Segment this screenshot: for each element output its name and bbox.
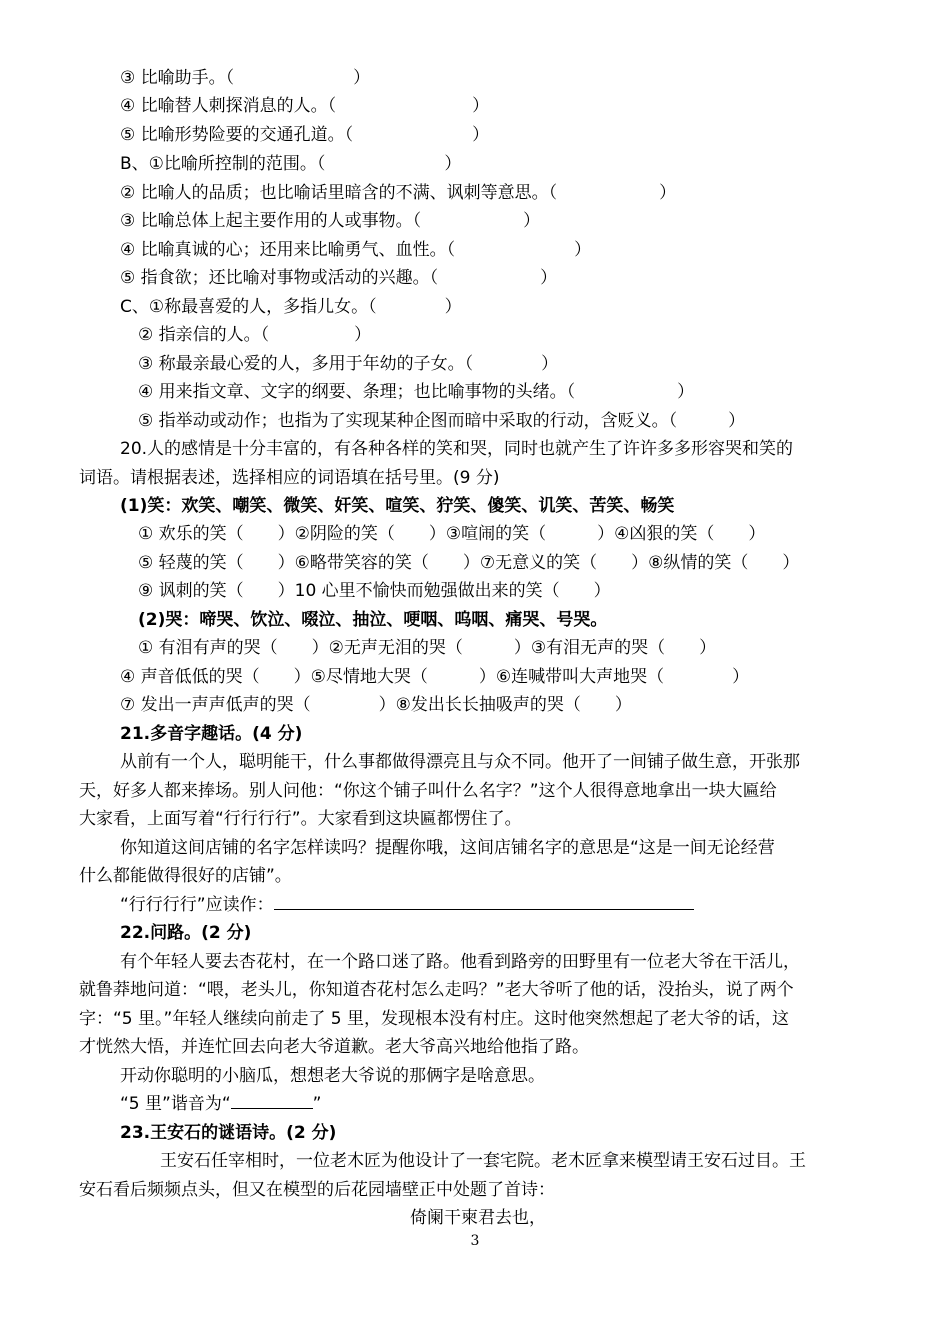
- q20-cry-header: (2)哭：啼哭、饮泣、啜泣、抽泣、哽咽、呜咽、痛哭、号哭。: [138, 610, 608, 630]
- q20-intro-line-2: 词语。请根据表述，选择相应的词语填在括号里。(9 分): [79, 468, 500, 488]
- q19b-item-2: ② 比喻人的品质；也比喻话里暗含的不满、讽刺等意思。（ ）: [120, 183, 677, 203]
- q22-answer-prefix: “5 里”谐音为“: [120, 1094, 231, 1114]
- q22-para2: 开动你聪明的小脑瓜，想想老大爷说的那俩字是啥意思。: [120, 1066, 545, 1086]
- q20-cry-row-1: ① 有泪有声的哭（ ）②无声无泪的哭（ ）③有泪无声的哭（ ）: [138, 638, 717, 658]
- q19c-item-4: ④ 用来指文章、文字的纲要、条理；也比喻事物的头绪。（ ）: [138, 382, 695, 402]
- q23-para1-line-2: 安石看后频频点头，但又在模型的后花园墙壁正中处题了首诗：: [79, 1180, 555, 1200]
- q19a-item-3: ③ 比喻助手。（ ）: [120, 68, 371, 88]
- q19b-item-5: ⑤ 指食欲；还比喻对事物或活动的兴趣。（ ）: [120, 268, 558, 288]
- q21-answer-line: [120, 891, 694, 919]
- q22-para1-line-1: 有个年轻人要去杏花村，在一个路口迷了路。他看到路旁的田野里有一位老大爷在干活儿，: [120, 952, 800, 972]
- q19b-item-1: B、①比喻所控制的范围。（ ）: [120, 154, 462, 174]
- q22-title: 22.问路。(2 分): [120, 923, 252, 943]
- q20-laugh-header: (1)笑：欢笑、嘲笑、微笑、奸笑、喧笑、狞笑、傻笑、讥笑、苦笑、畅笑: [120, 496, 675, 516]
- q19c-item-3: ③ 称最亲最心爱的人，多用于年幼的子女。（ ）: [138, 354, 559, 374]
- q22-answer-suffix: ”: [312, 1094, 322, 1114]
- q19b-item-4: ④ 比喻真诚的心；还用来比喻勇气、血性。（ ）: [120, 240, 592, 260]
- q21-answer-prompt: “行行行行”应读作：: [120, 895, 274, 915]
- q22-para1-line-3: 字：“5 里。”年轻人继续向前走了 5 里，发现根本没有村庄。这时他突然想起了老大爷的话，这: [79, 1009, 789, 1029]
- q19b-item-3: ③ 比喻总体上起主要作用的人或事物。（ ）: [120, 211, 541, 231]
- q23-title: 23.王安石的谜语诗。(2 分): [120, 1123, 337, 1143]
- q20-cry-row-2: ④ 声音低低的哭（ ）⑤尽情地大哭（ ）⑥连喊带叫大声地哭（ ）: [120, 667, 750, 687]
- q19c-item-2: ② 指亲信的人。（ ）: [138, 325, 372, 345]
- page-number: 3: [470, 1233, 480, 1249]
- q21-para2-line-2: 什么都能做得很好的店铺”。: [79, 866, 292, 886]
- q21-title: 21.多音字趣话。(4 分): [120, 724, 303, 744]
- q20-laugh-row-3: ⑨ 讽刺的笑（ ）10 心里不愉快而勉强做出来的笑（ ）: [138, 581, 611, 601]
- q22-answer-blank[interactable]: [231, 1090, 313, 1109]
- q21-para1-line-2: 天，好多人都来捧场。别人问他：“你这个铺子叫什么名字？”这个人很得意地拿出一块大匾给: [79, 781, 777, 801]
- q20-laugh-row-2: ⑤ 轻蔑的笑（ ）⑥略带笑容的笑（ ）⑦无意义的笑（ ）⑧纵情的笑（ ）: [138, 553, 800, 573]
- q23-poem-line: 倚阑干柬君去也，: [410, 1208, 546, 1228]
- q23-para1-line-1: 王安石任宰相时，一位老木匠为他设计了一套宅院。老木匠拿来模型请王安石过目。王: [160, 1151, 806, 1171]
- q20-cry-row-3: ⑦ 发出一声声低声的哭（ ）⑧发出长长抽吸声的哭（ ）: [120, 695, 632, 715]
- q20-intro-line-1: 20.人的感情是十分丰富的，有各种各样的笑和哭，同时也就产生了许许多多形容哭和笑的: [120, 439, 794, 459]
- q19c-item-5: ⑤ 指举动或动作；也指为了实现某种企图而暗中采取的行动，含贬义。（ ）: [138, 411, 746, 431]
- q22-answer-line: [120, 1090, 321, 1118]
- q22-para1-line-2: 就鲁莽地问道：“喂，老头儿，你知道杏花村怎么走吗？”老大爷听了他的话，没抬头，说了两个: [79, 980, 794, 1000]
- q21-answer-blank[interactable]: [274, 891, 694, 910]
- q21-para2-line-1: 你知道这间店铺的名字怎样读吗？提醒你哦，这间店铺名字的意思是“这是一间无论经营: [120, 838, 775, 858]
- q21-para1-line-1: 从前有一个人，聪明能干，什么事都做得漂亮且与众不同。他开了一间铺子做生意，开张那: [120, 752, 800, 772]
- q20-laugh-row-1: ① 欢乐的笑（ ）②阴险的笑（ ）③喧闹的笑（ ）④凶狠的笑（ ）: [138, 524, 766, 544]
- q19a-item-5: ⑤ 比喻形势险要的交通孔道。（ ）: [120, 125, 490, 145]
- q21-para1-line-3: 大家看，上面写着“行行行行”。大家看到这块匾都愣住了。: [79, 809, 522, 829]
- q19a-item-4: ④ 比喻替人刺探消息的人。（ ）: [120, 96, 490, 116]
- q19c-item-1: C、①称最喜爱的人，多指儿女。（ ）: [120, 297, 462, 317]
- q22-para1-line-4: 才恍然大悟，并连忙回去向老大爷道歉。老大爷高兴地给他指了路。: [79, 1037, 589, 1057]
